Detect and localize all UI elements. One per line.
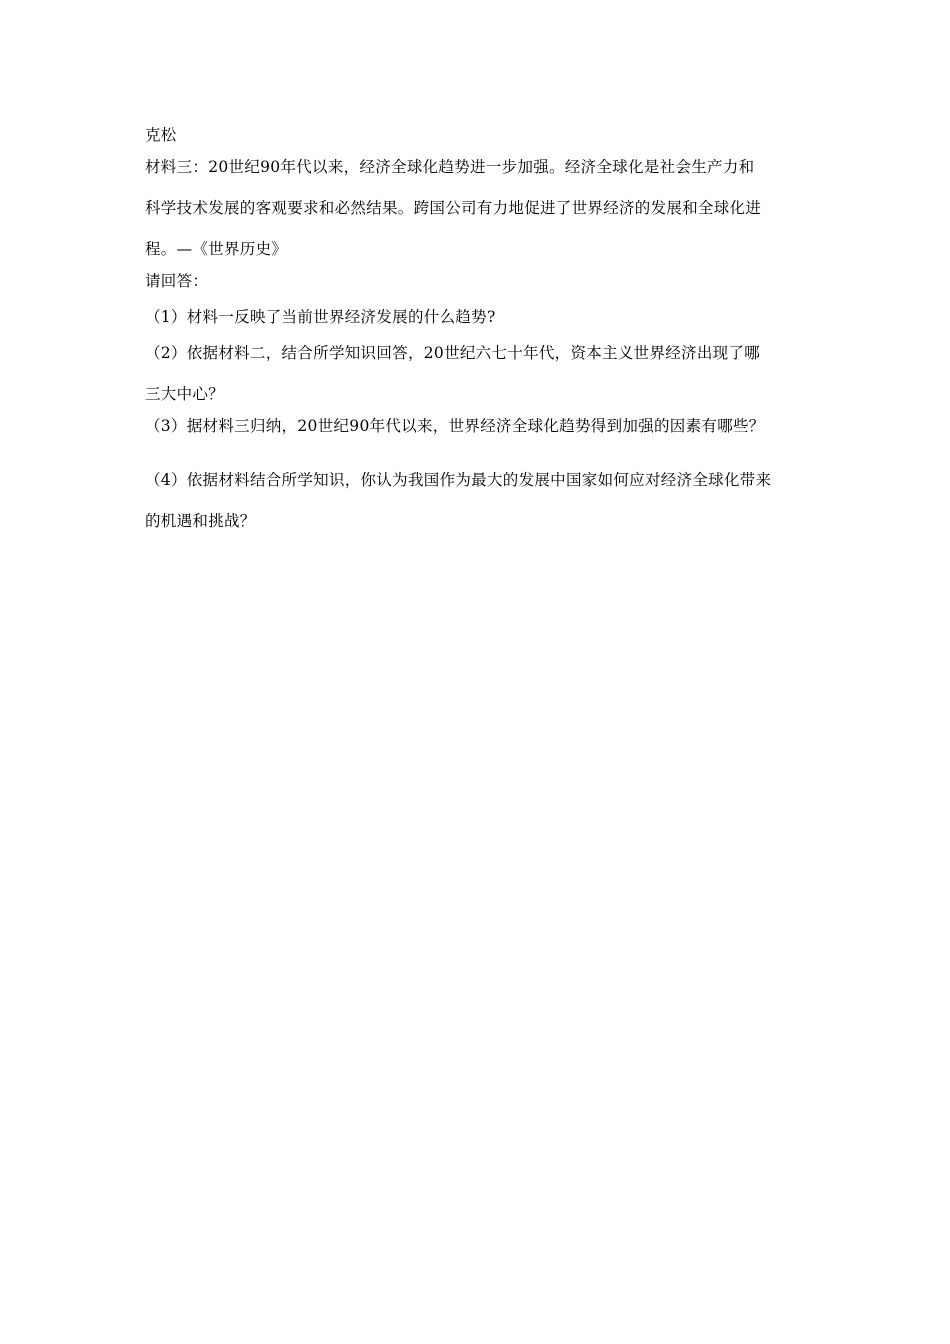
material-three-line-1: 材料三：20世纪90年代以来，经济全球化趋势进一步加强。经济全球化是社会生产力和 [145, 158, 755, 176]
question-4-line-1: （4）依据材料结合所学知识，你认为我国作为最大的发展中国家如何应对经济全球化带来 [145, 471, 772, 489]
document-body [145, 124, 810, 532]
please-answer-label: 请回答： [145, 272, 209, 290]
material-three-line-2: 科学技术发展的客观要求和必然结果。跨国公司有力地促进了世界经济的发展和全球化进 [145, 199, 762, 217]
question-3: （3）据材料三归纳，20世纪90年代以来，世界经济全球化趋势得到加强的因素有哪些？ [145, 417, 765, 435]
question-1: （1）材料一反映了当前世界经济发展的什么趋势? [145, 308, 496, 326]
question-2-line-2: 三大中心？ [145, 385, 225, 403]
question-2-line-1: （2）依据材料二，结合所学知识回答，20世纪六七十年代，资本主义世界经济出现了哪 [145, 344, 761, 362]
material-three-line-3: 程。—《世界历史》 [145, 240, 288, 258]
text-line-continuation: 克松 [145, 126, 177, 144]
question-4-line-2: 的机遇和挑战？ [145, 512, 256, 530]
